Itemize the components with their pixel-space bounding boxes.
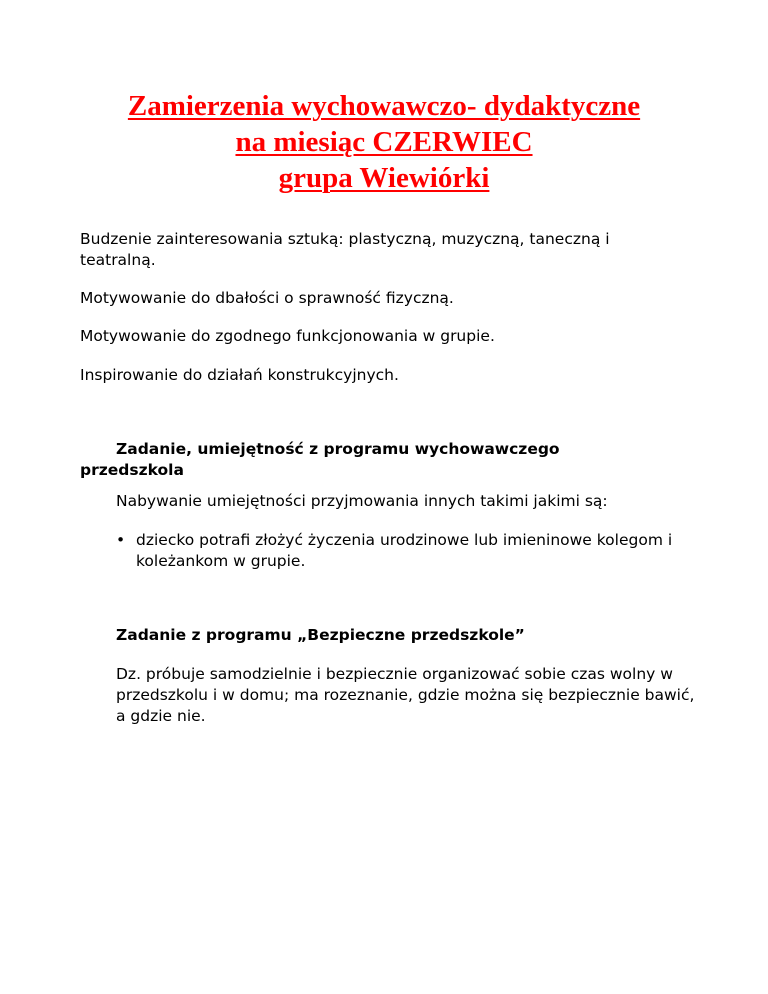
document-title [60, 88, 708, 196]
bullet-icon: • [116, 531, 126, 549]
section-2-heading: Zadanie z programu „Bezpieczne przedszkole” [116, 626, 525, 644]
section-1-intro: Nabywanie umiejętności przyjmowania innych takimi jakimi są: [116, 492, 608, 510]
goal-paragraph-4: Inspirowanie do działań konstrukcyjnych. [80, 366, 399, 384]
goal-paragraph-1: Budzenie zainteresowania sztuką: plastyczną, muzyczną, taneczną i teatralną. [80, 230, 610, 269]
goal-paragraph-2: Motywowanie do dbałości o sprawność fizyczną. [80, 289, 454, 307]
title-line-2: na miesiąc CZERWIEC [235, 126, 533, 158]
goal-paragraph-3: Motywowanie do zgodnego funkcjonowania w grupie. [80, 327, 495, 345]
section-2-text: Dz. próbuje samodzielnie i bezpiecznie organizować sobie czas wolny w przedszkolu i w domu; ma rozeznanie, gdzie można się bezpiecznie bawić, a gdzie nie. [116, 665, 695, 725]
section-1-heading: Zadanie, umiejętność z programu wychowawczego przedszkola [80, 440, 560, 479]
bullet-item-text: dziecko potrafi złożyć życzenia urodzinowe lub imieninowe kolegom i koleżankom w grupie. [136, 531, 673, 570]
title-line-1: Zamierzenia wychowawczo- dydaktyczne [127, 90, 641, 122]
title-line-3: grupa Wiewiórki [278, 162, 490, 194]
